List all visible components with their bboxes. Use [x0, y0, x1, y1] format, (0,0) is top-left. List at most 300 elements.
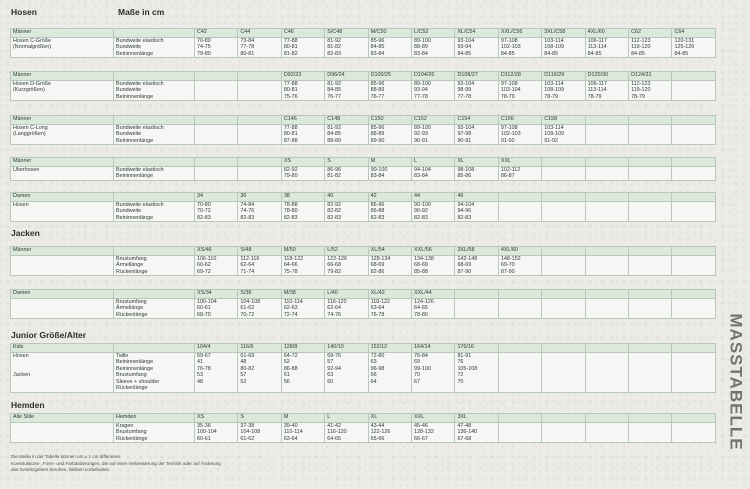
value [631, 208, 669, 215]
value: 85-96 [370, 80, 385, 87]
value [544, 208, 582, 215]
value: 82-83 [327, 50, 342, 57]
measure-label: Ärmellänge [116, 305, 144, 312]
value [588, 138, 626, 145]
value: 94-104 [457, 201, 475, 208]
value: 83-84 [414, 173, 428, 180]
value-cell [498, 298, 541, 319]
value: 74-75 [197, 44, 211, 51]
size-header-cell: L/52 [325, 247, 368, 256]
value [544, 262, 582, 269]
value: 97-108 [500, 37, 518, 44]
size-table [10, 413, 716, 443]
value-cell [542, 298, 585, 319]
value [631, 429, 669, 436]
value: 70-72 [240, 311, 255, 318]
size-header-cell [629, 414, 672, 423]
product-name: (Langgrößen) [13, 131, 46, 138]
value: 88-89 [414, 44, 428, 51]
size-header-cell: 116/6 [238, 344, 281, 353]
value: 92-93 [414, 131, 428, 138]
size-header-cell: XL/54 [368, 247, 411, 256]
value: 64-65 [414, 305, 428, 312]
value-cell [412, 422, 455, 443]
size-header-cell [629, 290, 672, 299]
value-cell [238, 80, 281, 101]
value-cell [281, 124, 324, 145]
value: 75-76 [283, 93, 298, 100]
value-cell [542, 166, 585, 180]
size-header-cell: XL [455, 158, 498, 167]
value: 122-126 [327, 255, 348, 262]
value: 82-83 [197, 214, 211, 221]
group-label: Männer [11, 247, 114, 256]
value [631, 299, 669, 306]
value [588, 202, 626, 209]
value [544, 269, 582, 276]
value-cell [542, 422, 585, 443]
product-name [13, 359, 111, 366]
value-cell [281, 298, 324, 319]
value: 106-117 [587, 37, 608, 44]
value: 85-88 [414, 268, 428, 275]
size-header-cell: 176/16 [455, 344, 498, 353]
value-cell [542, 80, 585, 101]
size-header-cell [629, 193, 672, 202]
value: 136-140 [457, 429, 478, 436]
value: 90-91 [457, 137, 472, 144]
value [371, 385, 409, 392]
value: 76-77 [327, 93, 342, 100]
value [501, 372, 539, 379]
value: 84-85 [544, 50, 559, 57]
value: 45-46 [414, 422, 428, 429]
value: 72 [457, 372, 464, 379]
product-name: (Kurzgrößen) [13, 87, 45, 94]
value: 86-96 [327, 166, 342, 173]
value: 61-62 [240, 305, 255, 312]
size-header-cell: 4XL/60 [585, 29, 628, 38]
value-cell [585, 255, 628, 276]
value-cell [325, 166, 368, 180]
size-header-cell [585, 247, 628, 256]
value: 72-74 [283, 311, 298, 318]
measure-labels [114, 37, 195, 58]
value [674, 131, 713, 138]
measure-labels [114, 166, 195, 180]
measure-label: Bundweite [116, 44, 142, 51]
value-cell [629, 37, 672, 58]
value [240, 131, 278, 138]
value [588, 167, 626, 174]
size-header-cell: M/38 [281, 290, 324, 299]
value-cell [498, 37, 541, 58]
value: 69-72 [197, 268, 211, 275]
size-header-cell: M [281, 414, 324, 423]
table-junior [10, 343, 716, 393]
value: 94-96 [457, 208, 472, 215]
value-cell [455, 422, 498, 443]
value [674, 81, 713, 88]
product-names [11, 37, 114, 58]
product-name [13, 138, 111, 145]
size-header-cell: C148 [325, 116, 368, 125]
value: 84-85 [327, 131, 342, 138]
size-header-cell [195, 72, 238, 81]
size-header-cell: C42 [195, 29, 238, 38]
value: 66-68 [327, 262, 342, 269]
value: 96-98 [370, 365, 385, 372]
size-header-cell [585, 290, 628, 299]
value [588, 269, 626, 276]
value: 79-82 [327, 268, 342, 275]
group-label: Männer [11, 116, 114, 125]
table-hosen-d [10, 71, 716, 101]
product-names [11, 255, 114, 276]
value: 112-123 [631, 80, 651, 87]
value: 116-120 [327, 298, 347, 305]
size-header-cell [672, 344, 716, 353]
measure-label: Beininnenlänge [116, 173, 154, 180]
size-header-cell: 3XL/58 [455, 247, 498, 256]
value-cell [672, 298, 716, 319]
value: 57 [240, 372, 247, 379]
value: 93-104 [457, 37, 475, 44]
measure-label: Brustumfang [116, 298, 147, 305]
value [544, 372, 582, 379]
header-label [114, 72, 195, 81]
value [544, 215, 582, 222]
size-header-cell: XXL [412, 414, 455, 423]
value [631, 256, 669, 263]
value: 80-81 [283, 44, 298, 51]
value: 64 [370, 378, 377, 385]
value: 77-78 [240, 44, 255, 51]
value: 97-98 [457, 131, 472, 138]
value: 90-100 [414, 201, 431, 208]
value: 69 [414, 359, 421, 366]
value: 77-78 [414, 93, 428, 100]
measure-label: Rückenlänge [116, 435, 148, 442]
value [631, 312, 669, 319]
value-cell [368, 37, 411, 58]
size-header-cell: C150 [368, 116, 411, 125]
value: 84-85 [631, 50, 645, 57]
value-cell [325, 298, 368, 319]
value [674, 138, 713, 145]
size-header-cell: S/36 [238, 290, 281, 299]
measure-label: Beininnenlänge [116, 359, 154, 366]
size-header-cell: 128/8 [281, 344, 324, 353]
value: 62-64 [240, 262, 255, 269]
value: 90-91 [414, 137, 428, 144]
size-header-cell [542, 193, 585, 202]
value: 73-84 [240, 37, 255, 44]
value-cell [672, 80, 716, 101]
heading-hosen: Hosen [11, 7, 37, 17]
value-cell [412, 37, 455, 58]
value [631, 423, 669, 430]
value: 81-82 [327, 44, 342, 51]
value: 68-69 [414, 262, 428, 269]
size-header-cell: 42 [368, 193, 411, 202]
value: 82-92 [327, 201, 342, 208]
value [544, 379, 582, 386]
value: 82-83 [240, 214, 255, 221]
value-cell [629, 422, 672, 443]
footnote [11, 454, 311, 474]
value [544, 366, 582, 373]
value-cell [498, 201, 541, 222]
value: 100-104 [197, 298, 217, 305]
value: 112-123 [631, 37, 651, 44]
size-header-cell: S/C48 [325, 29, 368, 38]
value: 108-109 [544, 87, 565, 94]
value: 102-103 [500, 44, 521, 51]
size-header-cell [672, 158, 716, 167]
size-table [10, 28, 716, 58]
value: 59-67 [197, 352, 211, 359]
size-header-cell: D112/28 [498, 72, 541, 81]
value [197, 94, 235, 101]
value: 82-82 [327, 208, 342, 215]
size-header-cell: XS [195, 414, 238, 423]
value [544, 305, 582, 312]
value: 82-92 [283, 166, 298, 173]
value: 80-81 [283, 131, 298, 138]
value [544, 385, 582, 392]
header-label [114, 158, 195, 167]
product-names [11, 201, 114, 222]
value: 76-84 [414, 352, 428, 359]
value [501, 366, 539, 373]
size-header-cell [498, 414, 541, 423]
value: 103-114 [544, 80, 564, 87]
size-header-cell: 152/12 [368, 344, 411, 353]
product-names [11, 298, 114, 319]
value [631, 131, 669, 138]
value: 80-81 [240, 50, 255, 57]
value-cell [281, 201, 324, 222]
value: 57 [327, 359, 334, 366]
value [457, 312, 495, 319]
value [674, 423, 713, 430]
measure-label: Rückenlänge [116, 268, 148, 275]
value [631, 173, 669, 180]
measure-label: Beininnenlänge [116, 50, 154, 57]
value: 66 [370, 372, 377, 379]
value-cell [672, 37, 716, 58]
value-cell [368, 80, 411, 101]
value: 128-134 [370, 255, 391, 262]
size-header-cell: XXL [498, 158, 541, 167]
value-cell [542, 352, 585, 393]
product-name: Hosen C-Größe [13, 37, 52, 44]
measure-label: Bundweite elastisch [116, 124, 164, 131]
value: 93-104 [457, 80, 475, 87]
measure-labels [114, 422, 195, 443]
value-cell [455, 201, 498, 222]
size-header-cell [585, 116, 628, 125]
header-label: Hemden [114, 414, 195, 423]
value: 60-62 [197, 262, 211, 269]
size-header-cell: C44 [238, 29, 281, 38]
value-cell [498, 124, 541, 145]
value [674, 94, 713, 101]
value: 81-92 [327, 37, 342, 44]
measure-label: Bundweite elastisch [116, 166, 164, 173]
size-header-cell [542, 414, 585, 423]
value-cell [672, 201, 716, 222]
value: 103-114 [544, 124, 564, 131]
value [501, 202, 539, 209]
value-cell [455, 37, 498, 58]
size-table [10, 115, 716, 145]
measure-label: Beininnenlänge [116, 137, 154, 144]
value: 85-96 [370, 124, 385, 131]
size-header-cell [585, 344, 628, 353]
value: 134-138 [414, 255, 434, 262]
value [197, 87, 235, 94]
value: 76-78 [197, 365, 211, 372]
value [501, 353, 539, 360]
value [631, 167, 669, 174]
measure-labels [114, 255, 195, 276]
size-header-cell [672, 116, 716, 125]
measure-label: Rückenlänge [116, 385, 148, 392]
size-header-cell: C156 [498, 116, 541, 125]
value: 76-77 [370, 93, 385, 100]
value: 84-85 [327, 87, 342, 94]
value: 124-126 [414, 298, 434, 305]
value-cell [542, 124, 585, 145]
value-cell [368, 255, 411, 276]
value-cell [672, 422, 716, 443]
value-cell [368, 352, 411, 393]
value: 76 [457, 359, 464, 366]
value: 61 [283, 372, 290, 379]
value: 90-92 [414, 208, 428, 215]
value: 103-104 [500, 87, 521, 94]
value-cell [195, 298, 238, 319]
value: 113-114 [587, 87, 607, 94]
value [631, 269, 669, 276]
group-label: Alle Stile [11, 414, 114, 423]
value: 79-80 [197, 50, 211, 57]
value [674, 372, 713, 379]
value: 119-120 [631, 44, 651, 51]
value-cell [629, 298, 672, 319]
table-hosen-c [10, 28, 716, 58]
value [588, 208, 626, 215]
value-cell [412, 255, 455, 276]
value: 104-108 [240, 298, 261, 305]
table-jacken-maenner [10, 246, 716, 276]
value: 92-94 [327, 365, 342, 372]
value [631, 125, 669, 132]
value-cell [195, 352, 238, 393]
value-cell [368, 124, 411, 145]
value [631, 262, 669, 269]
size-header-cell: XL/C54 [455, 29, 498, 38]
value: 60-61 [197, 305, 211, 312]
value: 81-82 [283, 50, 298, 57]
size-header-cell: L [325, 414, 368, 423]
value-cell [281, 37, 324, 58]
size-header-cell: D96/24 [325, 72, 368, 81]
size-header-cell: 40 [325, 193, 368, 202]
group-label: Damen [11, 290, 114, 299]
size-header-cell: D92/23 [281, 72, 324, 81]
value-cell [238, 166, 281, 180]
value-cell [455, 298, 498, 319]
value: 56 [283, 378, 290, 385]
size-header-cell: 140/10 [325, 344, 368, 353]
value [674, 359, 713, 366]
value [197, 131, 235, 138]
group-label: Damen [11, 193, 114, 202]
value [588, 353, 626, 360]
value-cell [281, 80, 324, 101]
measure-labels [114, 201, 195, 222]
value-cell [629, 80, 672, 101]
size-header-cell [542, 290, 585, 299]
value-cell [498, 422, 541, 443]
value [588, 299, 626, 306]
group-label: Männer [11, 158, 114, 167]
size-header-cell: C158 [542, 116, 585, 125]
value: 120-131 [674, 37, 695, 44]
measure-label: Bundweite [116, 131, 142, 138]
value: 122-126 [370, 429, 391, 436]
value [631, 359, 669, 366]
value: 112-116 [240, 255, 260, 262]
value: 76-78 [370, 311, 385, 318]
measure-labels [114, 298, 195, 319]
value: 97-108 [500, 124, 518, 131]
value [674, 269, 713, 276]
value [674, 262, 713, 269]
product-name [13, 366, 111, 373]
value [544, 359, 582, 366]
size-header-cell [498, 344, 541, 353]
value [674, 167, 713, 174]
value-cell [455, 255, 498, 276]
value: 98-108 [457, 166, 475, 173]
value [588, 423, 626, 430]
heading-hemden: Hemden [11, 400, 45, 410]
value: 86-96 [370, 201, 385, 208]
product-name: Hosen [13, 201, 29, 208]
value-cell [368, 422, 411, 443]
measure-labels [114, 352, 195, 393]
value [588, 385, 626, 392]
value-cell [325, 422, 368, 443]
size-header-cell: C62 [629, 29, 672, 38]
value [544, 353, 582, 360]
heading-masse: Maße in cm [118, 7, 165, 17]
measure-label: Beininnenlänge [116, 365, 154, 372]
value [197, 173, 235, 180]
size-header-cell: 164/14 [412, 344, 455, 353]
value: 91-92 [500, 137, 515, 144]
size-header-cell: S [325, 158, 368, 167]
value: 94-104 [414, 166, 431, 173]
size-header-cell: M/50 [281, 247, 324, 256]
table-hosen-c-long [10, 115, 716, 145]
value: 102-103 [500, 131, 521, 138]
value-cell [195, 166, 238, 180]
